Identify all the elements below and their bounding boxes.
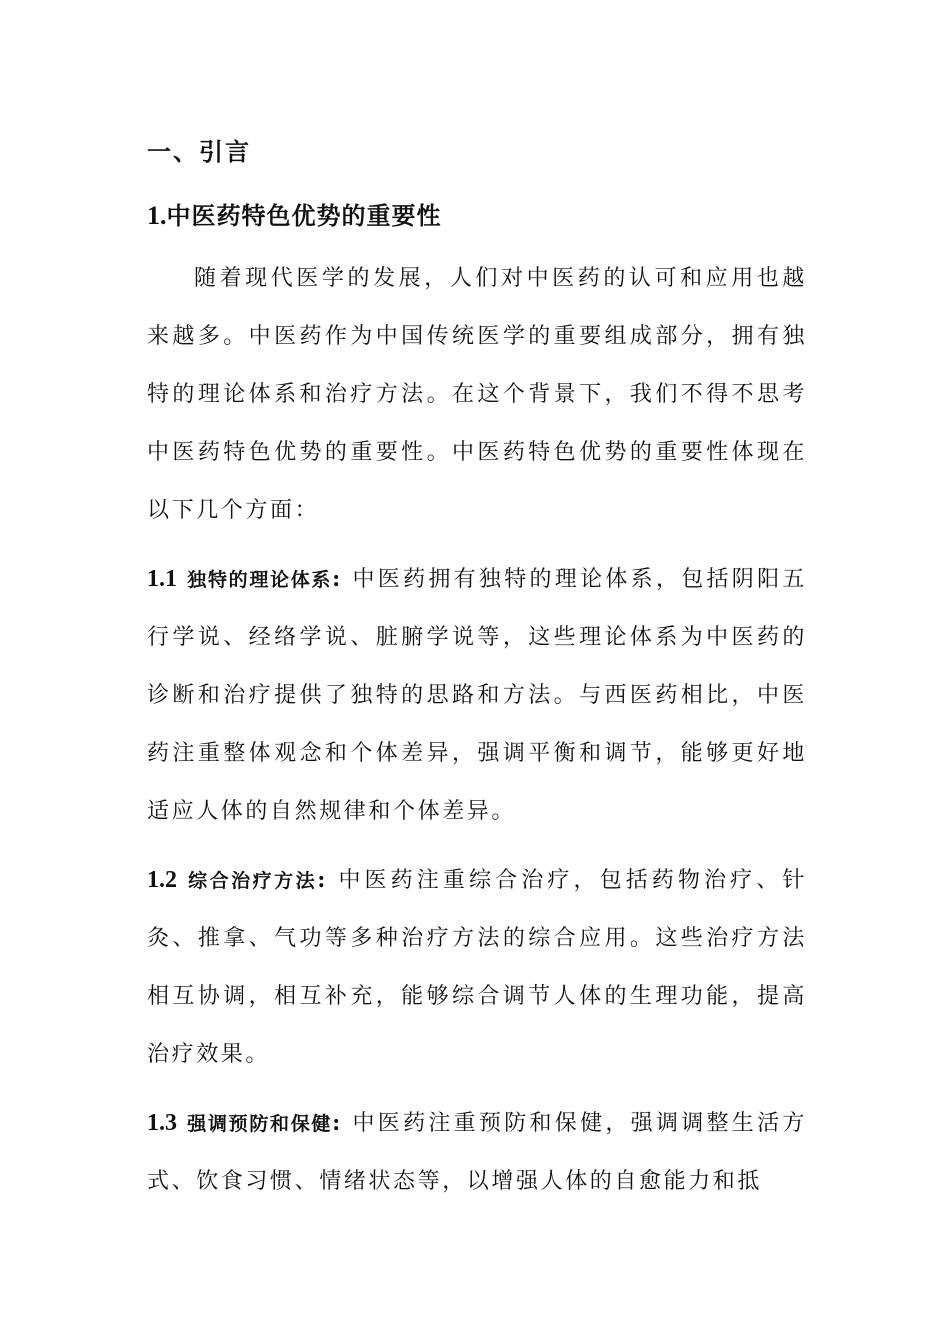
document-body: [147, 130, 807, 1211]
point-number: 1.1: [147, 566, 177, 592]
point-title: 独特的理论体系: [187, 569, 333, 591]
point-paragraph: [147, 550, 807, 841]
point-title: 综合治疗方法: [188, 870, 318, 892]
subsection-number: 1.: [147, 201, 167, 230]
point-text: 中医药拥有独特的理论体系，包括阴阳五行学说、经络学说、脏腑学说等，这些理论体系为中医药的诊断和治疗提供了独特的思路和方法。与西医药相比，中医药注重整体观念和个体差异，强调平衡和调节，能够更好地适应人体的自然规律和个体差异。: [147, 567, 807, 824]
section-heading: 一、引言: [147, 137, 251, 166]
intro-paragraph: 随着现代医学的发展，人们对中医药的认可和应用也越来越多。中医药作为中国传统医学的重要组成部分，拥有独特的理论体系和治疗方法。在这个背景下，我们不得不思考中医药特色优势的重要性。中医药特色优势的重要性体现在以下几个方面：: [147, 266, 807, 523]
subsection-heading: [147, 194, 807, 238]
point-text: 中医药注重综合治疗，包括药物治疗、针灸、推拿、气功等多种治疗方法的综合应用。这些治疗方法相互协调，相互补充，能够综合调节人体的生理功能，提高治疗效果。: [147, 868, 807, 1067]
point-number: 1.3: [147, 1110, 177, 1136]
point-colon: :: [332, 1110, 343, 1136]
point-colon: :: [317, 867, 328, 893]
point-paragraph: [147, 851, 807, 1084]
subsection-title: 中医药特色优势的重要性: [166, 201, 442, 230]
point-number: 1.2: [147, 867, 177, 893]
point-colon: :: [332, 566, 343, 592]
point-paragraph: [147, 1094, 807, 1211]
point-title: 强调预防和保健: [187, 1113, 333, 1135]
point-text: 中医药注重预防和保健，强调调整生活方式、饮食习惯、情绪状态等，以增强人体的自愈能力和抵: [147, 1111, 807, 1194]
